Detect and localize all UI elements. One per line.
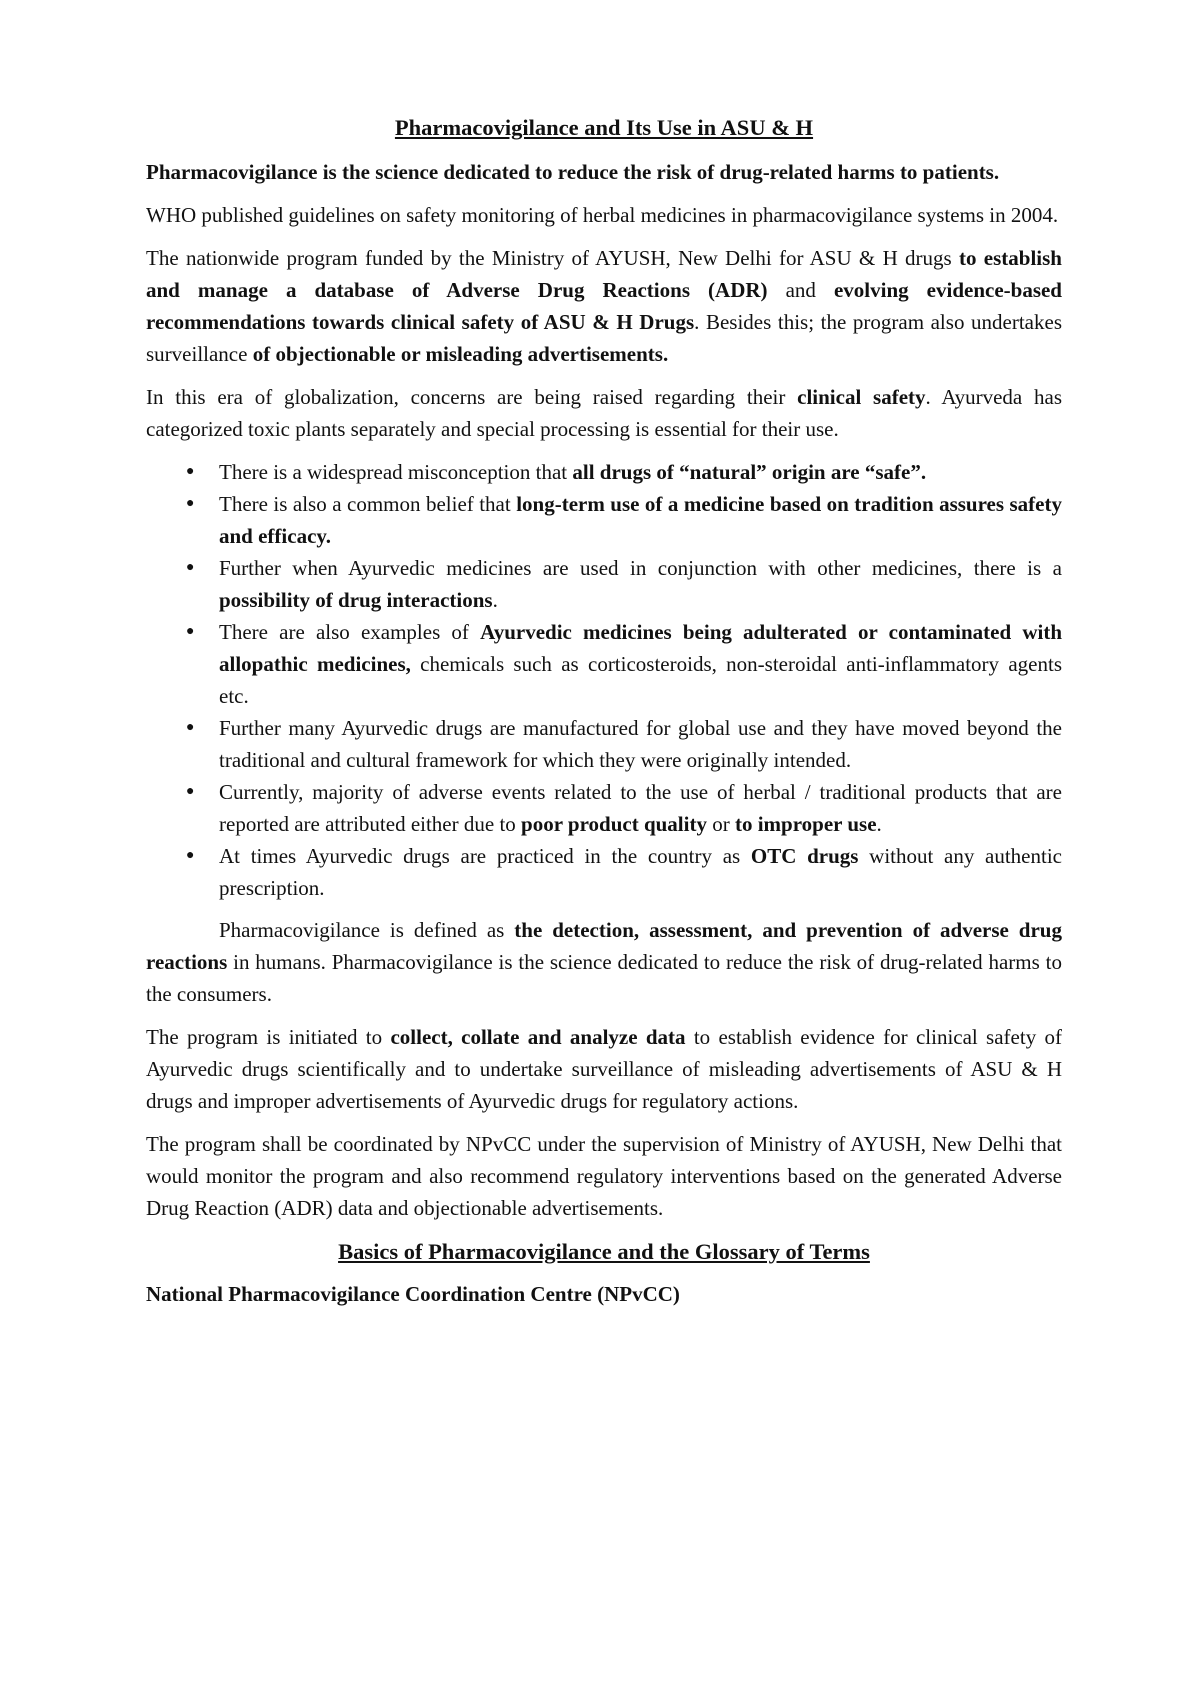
program-text-3: . Besides this; the program also undertakes surveillance [146,310,1062,366]
initiated-paragraph [146,1021,1062,1117]
list-item-text: There is also a common belief that [219,492,517,516]
list-item-text: . [492,588,498,612]
section-heading: Basics of Pharmacovigilance and the Glossary of Terms [338,1239,870,1264]
list-item-bold: OTC drugs [750,844,859,868]
program-bold-1: to establish and manage a database of Adverse Drug Reactions (ADR) [146,246,1062,302]
intro-bold-text: Pharmacovigilance is the science dedicated to reduce the risk of drug-related harms to patients. [146,160,1000,184]
globalization-bold-1: clinical safety [797,385,926,409]
program-text-1: The nationwide program funded by the Ministry of AYUSH, New Delhi for ASU & H drugs [146,246,959,270]
list-item-bold: possibility of drug interactions [219,588,493,612]
bullet-icon: ● [186,496,195,511]
list-item-bold: poor product quality [521,812,707,836]
list-item-text: There is a widespread misconception that [219,460,573,484]
list-item [146,488,1062,552]
document-page [146,112,1062,1310]
list-item-text: There are also examples of [219,620,481,644]
list-item-text: or [706,812,735,836]
list-item [146,776,1062,840]
list-item [146,840,1062,904]
bullet-icon: ● [186,464,195,479]
list-item-bold: long-term use of a medicine based on tradition assures safety and efficacy. [219,492,1062,548]
coordination-paragraph: The program shall be coordinated by NPvCC under the supervision of Ministry of AYUSH, New Delhi that would monitor the program and also recommend regulatory interventions based on the generated Adverse Drug Reaction (ADR) data and objectionable advertisements. [146,1132,1062,1220]
definition-text-2: in humans. Pharmacovigilance is the science dedicated to reduce the risk of drug-related harms to the consumers. [146,950,1062,1006]
program-paragraph [146,242,1062,370]
definition-paragraph [146,914,1062,1010]
list-item-text: Further when Ayurvedic medicines are used in conjunction with other medicines, there is a [219,556,1062,580]
definition-bold-1: the detection, assessment, and prevention of adverse drug reactions [146,918,1062,974]
concerns-bullet-list [146,456,1062,904]
list-item-text: Further many Ayurvedic drugs are manufactured for global use and they have moved beyond the traditional and cultural framework for which they were originally intended. [219,716,1062,772]
list-item-bold: to improper use [734,812,877,836]
list-item-text: Currently, majority of adverse events related to the use of herbal / traditional products that are reported are attributed either due to [219,780,1062,836]
globalization-paragraph [146,381,1062,445]
document-title: Pharmacovigilance and Its Use in ASU & H [394,115,814,140]
globalization-text-2: . Ayurveda has categorized toxic plants separately and special processing is essential for their use. [146,385,1062,441]
bullet-icon: ● [186,560,195,575]
bullet-icon: ● [186,720,195,735]
list-item-bold: all drugs of “natural” origin are “safe”. [572,460,927,484]
list-item-text: . [876,812,882,836]
list-item-text: At times Ayurvedic drugs are practiced in the country as [219,844,751,868]
bullet-icon: ● [186,784,195,799]
list-item-text: without any authentic prescription. [219,844,1062,900]
subheading: National Pharmacovigilance Coordination Centre (NPvCC) [146,1282,680,1306]
program-bold-3: of objectionable or misleading advertisements. [252,342,669,366]
list-item-text: chemicals such as corticosteroids, non-steroidal anti-inflammatory agents etc. [219,652,1062,708]
intro-paragraph [146,156,1062,188]
program-text-2: and [767,278,834,302]
list-item [146,456,1062,488]
definition-text-1: Pharmacovigilance is defined as [219,918,515,942]
list-item-bold: Ayurvedic medicines being adulterated or contaminated with allopathic medicines, [219,620,1062,676]
initiated-text-1: The program is initiated to [146,1025,391,1049]
initiated-bold-1: collect, collate and analyze data [390,1025,686,1049]
bullet-icon: ● [186,848,195,863]
who-paragraph: WHO published guidelines on safety monitoring of herbal medicines in pharmacovigilance systems in 2004. [146,203,1059,227]
globalization-text-1: In this era of globalization, concerns are being raised regarding their [146,385,798,409]
list-item [146,616,1062,712]
program-bold-2: evolving evidence-based recommendations towards clinical safety of ASU & H Drugs [146,278,1062,334]
list-item [146,712,1062,776]
initiated-text-2: to establish evidence for clinical safety of Ayurvedic drugs scientifically and to undertake surveillance of misleading advertisements of ASU & H drugs and improper advertisements of Ayurvedic drugs for regulatory actions. [146,1025,1062,1113]
bullet-icon: ● [186,624,195,639]
list-item [146,552,1062,616]
